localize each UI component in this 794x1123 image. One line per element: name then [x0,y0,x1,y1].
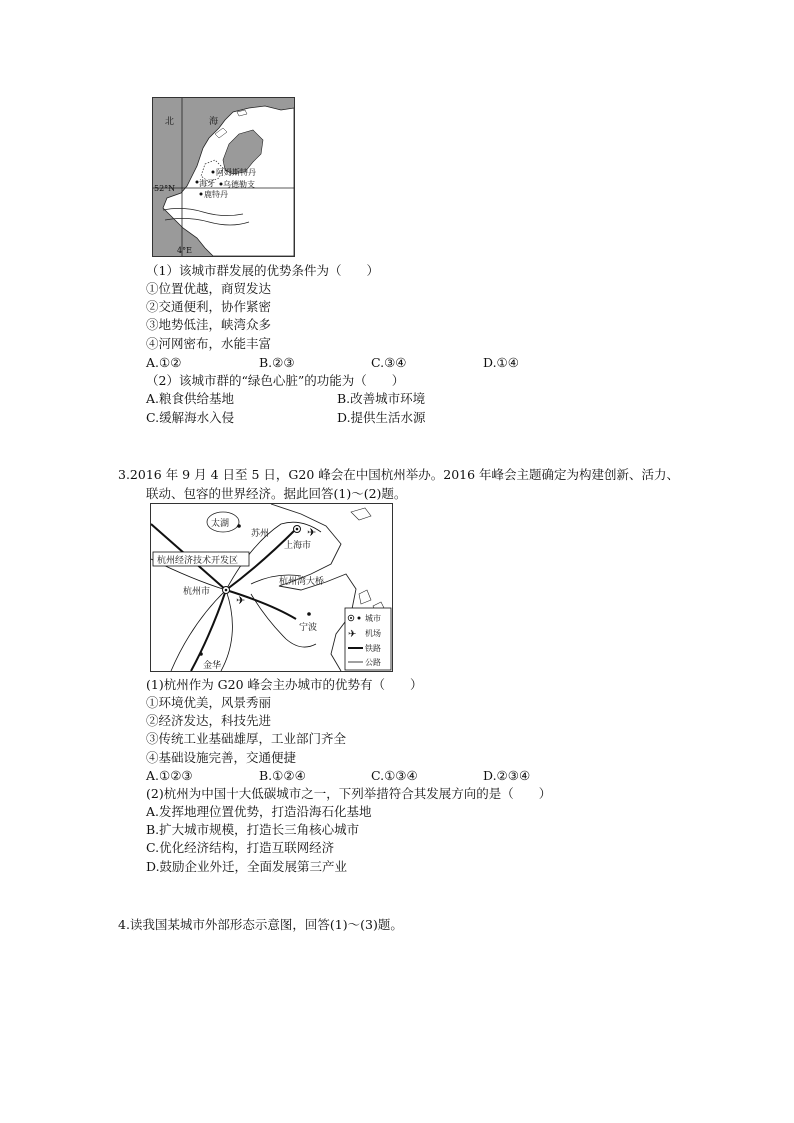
city-dot-amsterdam [212,171,215,174]
label-rotterdam: 鹿特丹 [204,190,228,199]
q2-sub1-option-a[interactable]: A.①② [146,355,182,370]
city-dot-suzhou [237,524,241,528]
randstad-map-svg [153,98,294,256]
city-dot-jinhua [199,652,203,656]
q3-intro-line2: 联动、包容的世界经济。据此回答(1)～(2)题。 [146,486,407,501]
q2-sub1-item-4: ④河网密布，水能丰富 [146,336,272,351]
legend-city-icon-dot [350,617,352,619]
label-hangzhou: 杭州市 [183,587,211,597]
q2-sub2-stem: （2）该城市群的“绿色心脏”的功能为（ ） [146,373,405,388]
q3-sub1-option-a[interactable]: A.①②③ [146,768,193,783]
q2-sub2-option-b[interactable]: B.改善城市环境 [337,391,426,406]
legend-rail-label: 铁路 [365,644,381,653]
q3-sub1-item-3: ③传统工业基础雄厚，工业部门齐全 [146,731,347,746]
q3-intro-line1: 3.2016 年 9 月 4 日至 5 日，G20 峰会在中国杭州举办。2016 年峰会主题确定为构建创新、活力、 [118,467,680,482]
q2-sub2-option-a[interactable]: A.粮食供给基地 [146,391,235,406]
label-amsterdam: 阿姆斯特丹 [216,168,256,177]
legend-city-small-icon [358,617,361,620]
label-longitude: 4°E [177,246,192,255]
q2-sub1-item-1: ①位置优越，商贸发达 [146,281,272,296]
railway [191,590,226,671]
label-bay-bridge: 杭州湾大桥 [279,577,325,587]
label-north: 北 [165,117,175,127]
q3-sub1-option-c[interactable]: C.①③④ [371,768,418,783]
q3-sub1-item-2: ②经济发达，科技先进 [146,713,272,728]
q3-sub1-stem: (1)杭州作为 G20 峰会主办城市的优势有（ ） [146,677,423,692]
q2-sub1-option-c[interactable]: C.③④ [371,355,407,370]
q4-intro: 4.读我国某城市外部形态示意图，回答(1)～(3)题。 [118,917,403,932]
label-ningbo: 宁波 [299,623,318,633]
q3-sub1-item-1: ①环境优美，风景秀丽 [146,695,272,710]
label-shanghai: 上海市 [284,541,312,551]
q2-sub1-option-b[interactable]: B.②③ [259,355,295,370]
randstad-map [152,97,295,257]
q2-sub1-item-3: ③地势低洼，峡湾众多 [146,317,272,332]
q2-sub1-stem: （1）该城市群发展的优势条件为（ ） [146,263,379,278]
airport-icon-hangzhou: ✈ [236,594,246,607]
q3-sub2-option-c[interactable]: C.优化经济结构，打造互联网经济 [146,840,335,855]
label-hague: 海牙 [199,179,215,188]
hangzhou-map-svg [151,504,392,671]
legend-road-label: 公路 [365,658,381,667]
label-devzone: 杭州经济技术开发区 [157,556,239,566]
q3-sub1-option-b[interactable]: B.①②④ [259,768,306,783]
label-latitude: 52°N [154,184,176,193]
legend-city-label: 城市 [365,614,381,623]
legend-airport-icon: ✈ [348,629,357,640]
legend-airport-label: 机场 [365,629,381,638]
city-dot-ningbo [307,612,311,616]
q3-sub2-option-a[interactable]: A.发挥地理位置优势，打造沿海石化基地 [146,804,372,819]
q2-sub1-item-2: ②交通便利，协作紧密 [146,299,272,314]
q3-sub1-item-4: ④基础设施完善，交通便捷 [146,750,297,765]
island [359,590,371,604]
hangzhou-map [150,503,393,672]
label-sea: 海 [209,117,219,127]
q2-sub2-option-c[interactable]: C.缓解海水入侵 [146,410,235,425]
airport-icon-shanghai: ✈ [307,526,317,539]
city-marker-hangzhou-dot [225,589,228,592]
label-jinhua: 金华 [203,661,222,671]
label-taihu: 太湖 [211,519,230,529]
q3-sub2-option-d[interactable]: D.鼓励企业外迁，全面发展第三产业 [146,859,348,874]
label-suzhou: 苏州 [251,529,270,539]
q3-sub2-option-b[interactable]: B.扩大城市规模，打造长三角核心城市 [146,822,360,837]
city-marker-shanghai-dot [296,528,299,531]
city-dot-rotterdam [200,193,203,196]
q3-sub1-option-d[interactable]: D.②③④ [483,768,531,783]
q2-sub1-option-d[interactable]: D.①④ [483,355,519,370]
road [171,590,226,671]
q2-sub2-option-d[interactable]: D.提供生活水源 [337,410,426,425]
label-utrecht: 乌德勒支 [223,180,255,189]
q3-sub2-stem: (2)杭州为中国十大低碳城市之一，下列举措符合其发展方向的是（ ） [146,786,552,801]
island [351,508,371,520]
